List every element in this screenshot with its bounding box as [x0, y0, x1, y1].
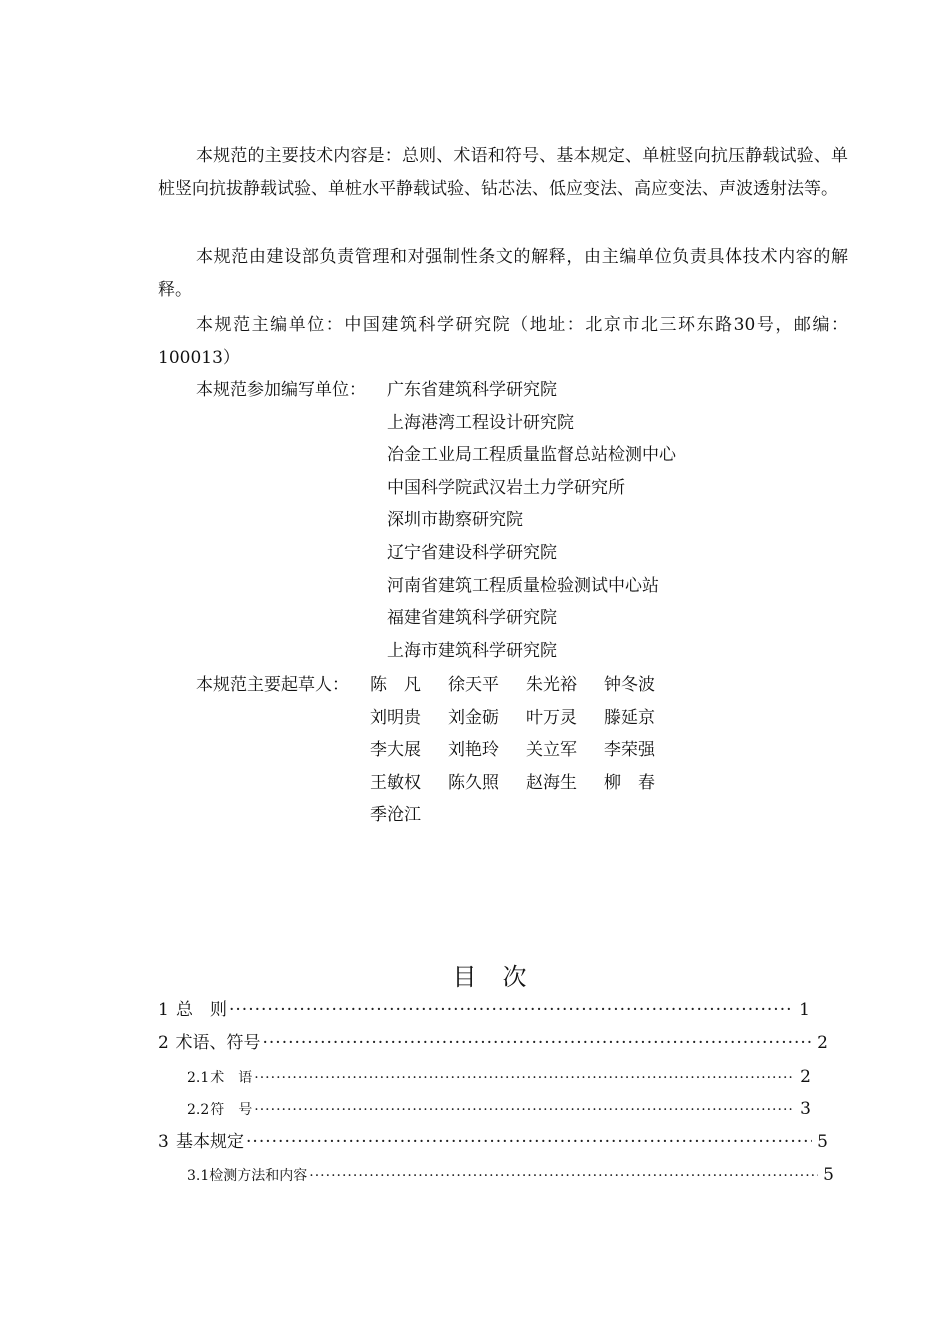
toc-leader-dots [254, 1103, 795, 1117]
drafter-row [370, 702, 682, 735]
participating-unit: 上海市建筑科学研究院 [387, 640, 557, 661]
toc-entry-label: 总 则 [175, 1000, 227, 1020]
toc-entry[interactable] [158, 998, 810, 1022]
drafter-name: 关立军 [526, 740, 577, 761]
toc-entry[interactable] [187, 1098, 811, 1121]
toc-entry-number: 1 [158, 1000, 169, 1020]
drafter-row [370, 799, 682, 832]
toc-entry-page: 3 [800, 1099, 811, 1119]
drafter-name: 王敏权 [370, 772, 421, 793]
drafter-name: 徐天平 [448, 675, 499, 695]
scope-paragraph: 本规范的主要技术内容是：总则、术语和符号、基本规定、单桩竖向抗压静载试验、单桩竖向抗拔静载试验、单桩水平静载试验、钻芯法、低应变法、高应变法、声波透射法等。 [158, 146, 848, 199]
toc-entry-page: 2 [800, 1067, 811, 1087]
drafter-row [370, 767, 682, 800]
drafter-name: 朱光裕 [526, 675, 577, 695]
toc-entry-number: 3.1 [187, 1168, 210, 1184]
toc-entry[interactable] [158, 1031, 828, 1055]
drafter-name: 陈 凡 [370, 675, 421, 695]
toc-leader-dots [229, 1002, 794, 1019]
toc-entry-number: 3 [158, 1132, 169, 1152]
toc-leader-dots [309, 1169, 818, 1183]
drafter-name: 钟冬波 [604, 675, 655, 695]
chief-unit-paragraph: 本规范主编单位：中国建筑科学研究院（地址：北京市北三环东路30号，邮编：100013） [158, 315, 848, 368]
drafter-name: 李大展 [370, 740, 421, 761]
toc-entry-label: 术语、符号 [175, 1033, 261, 1053]
drafter-name: 柳 春 [604, 772, 655, 793]
toc-leader-dots [246, 1134, 812, 1151]
toc-entry-label: 符 号 [210, 1102, 253, 1118]
toc-entry-number: 2.2 [187, 1102, 210, 1118]
participating-unit: 上海港湾工程设计研究院 [387, 412, 574, 433]
drafter-row [370, 669, 682, 702]
participating-units-label: 本规范参加编写单位： [196, 380, 366, 400]
toc-entry-number: 2.1 [187, 1070, 210, 1086]
toc-entry-page: 5 [823, 1165, 834, 1185]
drafter-name: 叶万灵 [526, 707, 577, 728]
drafters-list [370, 669, 682, 832]
drafter-name: 滕延京 [604, 707, 655, 728]
toc-entry-label: 基本规定 [176, 1132, 245, 1152]
drafter-name: 刘艳玲 [448, 740, 499, 761]
drafter-name: 刘明贵 [370, 707, 421, 728]
interpretation-paragraph: 本规范由建设部负责管理和对强制性条文的解释，由主编单位负责具体技术内容的解释。 [158, 247, 848, 300]
participating-unit: 广东省建筑科学研究院 [387, 380, 557, 400]
toc-leader-dots [254, 1071, 795, 1085]
participating-unit: 冶金工业局工程质量监督总站检测中心 [387, 445, 676, 466]
toc-leader-dots [262, 1035, 812, 1052]
drafters-label: 本规范主要起草人： [196, 675, 349, 695]
participating-unit: 辽宁省建设科学研究院 [387, 542, 557, 563]
drafter-name: 赵海生 [526, 772, 577, 793]
toc-entry[interactable] [187, 1066, 811, 1089]
toc-entry[interactable] [158, 1130, 828, 1154]
toc-entry-page: 1 [799, 1000, 810, 1020]
participating-units-list [387, 374, 676, 667]
toc-entry-label: 术 语 [210, 1070, 253, 1086]
toc-entry-page: 5 [817, 1132, 828, 1152]
participating-unit: 中国科学院武汉岩土力学研究所 [387, 477, 625, 498]
drafter-name: 陈久照 [448, 772, 499, 793]
participating-unit: 福建省建筑科学研究院 [387, 608, 557, 629]
toc-title: 目次 [452, 963, 553, 991]
participating-unit: 深圳市勘察研究院 [387, 510, 523, 531]
toc-entry[interactable] [187, 1164, 834, 1187]
drafter-name: 刘金砺 [448, 707, 499, 728]
toc-entry-label: 检测方法和内容 [209, 1168, 308, 1184]
toc-entry-page: 2 [817, 1033, 828, 1053]
drafter-name: 季沧江 [370, 805, 421, 826]
drafter-row [370, 734, 682, 767]
toc-entry-number: 2 [158, 1033, 169, 1053]
drafter-name: 李荣强 [604, 740, 655, 761]
participating-unit: 河南省建筑工程质量检验测试中心站 [387, 575, 659, 596]
